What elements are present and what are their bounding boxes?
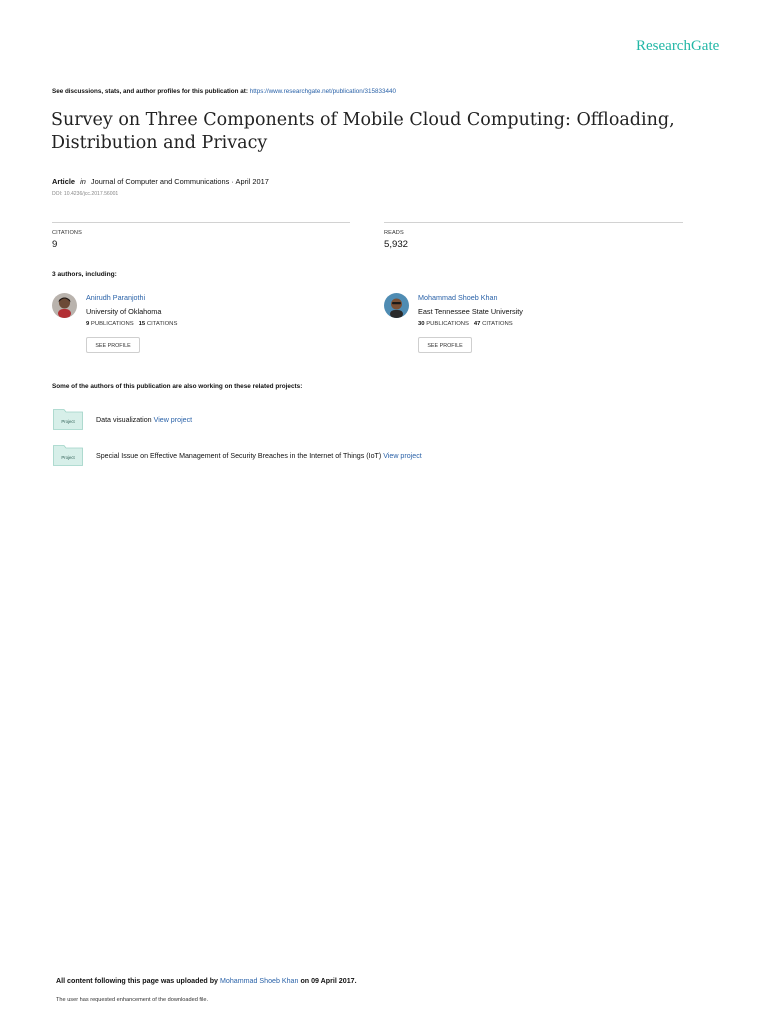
- publication-type: Article: [52, 177, 76, 186]
- divider-citations: [52, 222, 350, 223]
- author-1-stats: [86, 321, 177, 327]
- publication-date: April 2017: [235, 177, 269, 186]
- reads-label: READS: [384, 230, 404, 236]
- project-folder-icon: [53, 408, 83, 430]
- publication-meta: [52, 177, 269, 186]
- author-2-citations-count: 47: [473, 321, 481, 327]
- enhancement-note: The user has requested enhancement of the downloaded file.: [56, 997, 209, 1003]
- in-label: in: [80, 177, 86, 186]
- author-1-publications-count: 9: [86, 321, 90, 327]
- project-2-view-link[interactable]: View project: [383, 452, 422, 460]
- avatar-author-1[interactable]: [52, 293, 77, 318]
- author-1-publications-label: PUBLICATIONS: [90, 321, 134, 327]
- author-1-citations-count: 15: [138, 321, 146, 327]
- author-2-publications-count: 30: [418, 321, 425, 327]
- uploader-link[interactable]: Mohammad Shoeb Khan: [219, 977, 299, 985]
- doi: DOI: 10.4236/jcc.2017.56001: [52, 191, 119, 197]
- author-2-publications-label: PUBLICATIONS: [426, 321, 469, 327]
- publication-title: Survey on Three Components of Mobile Cloud Computing: Offloading, Distribution and Privacy: [51, 110, 675, 153]
- project-2: [96, 452, 422, 460]
- uploaded-by-line: [56, 977, 357, 985]
- discussion-prefix: See discussions, stats, and author profiles for this publication at:: [52, 88, 248, 95]
- citations-label: CITATIONS: [52, 230, 82, 236]
- author-2-name-link[interactable]: Mohammad Shoeb Khan: [418, 293, 498, 302]
- see-profile-button-author-2[interactable]: SEE PROFILE: [418, 337, 472, 353]
- author-1-citations-label: CITATIONS: [146, 321, 178, 327]
- project-1-name: Data visualization: [96, 416, 152, 424]
- reads-value: 5,932: [384, 239, 409, 250]
- authors-heading: 3 authors, including:: [52, 271, 117, 278]
- discussion-line: [52, 88, 396, 95]
- citations-value: 9: [52, 239, 58, 250]
- project-1-view-link[interactable]: View project: [153, 416, 193, 424]
- publication-url-link[interactable]: https://www.researchgate.net/publication/315833440: [249, 88, 397, 95]
- project-folder-icon: [53, 444, 83, 466]
- author-1-institution: University of Oklahoma: [86, 307, 162, 316]
- uploaded-suffix: on 09 April 2017.: [300, 977, 357, 985]
- divider-reads: [384, 222, 683, 223]
- related-projects-heading: Some of the authors of this publication are also working on these related projects:: [52, 383, 303, 390]
- avatar-author-2[interactable]: [384, 293, 409, 318]
- author-2-institution: East Tennessee State University: [418, 307, 523, 316]
- researchgate-logo[interactable]: ResearchGate: [636, 38, 720, 54]
- project-1-icon-label: Project: [61, 419, 75, 424]
- author-2-citations-label: CITATIONS: [482, 321, 513, 327]
- project-1: [96, 416, 192, 424]
- project-2-icon-label: Project: [61, 455, 75, 460]
- uploaded-prefix: All content following this page was uploaded by: [56, 977, 218, 985]
- journal-name: Journal of Computer and Communications: [90, 177, 230, 186]
- author-2-stats: [418, 321, 513, 327]
- project-2-name: Special Issue on Effective Management of Security Breaches in the Internet of Things (IoT): [96, 452, 382, 460]
- author-1-name-link[interactable]: Anirudh Paranjothi: [86, 293, 146, 302]
- see-profile-button-author-1[interactable]: SEE PROFILE: [86, 337, 140, 353]
- date-separator: ·: [231, 177, 234, 186]
